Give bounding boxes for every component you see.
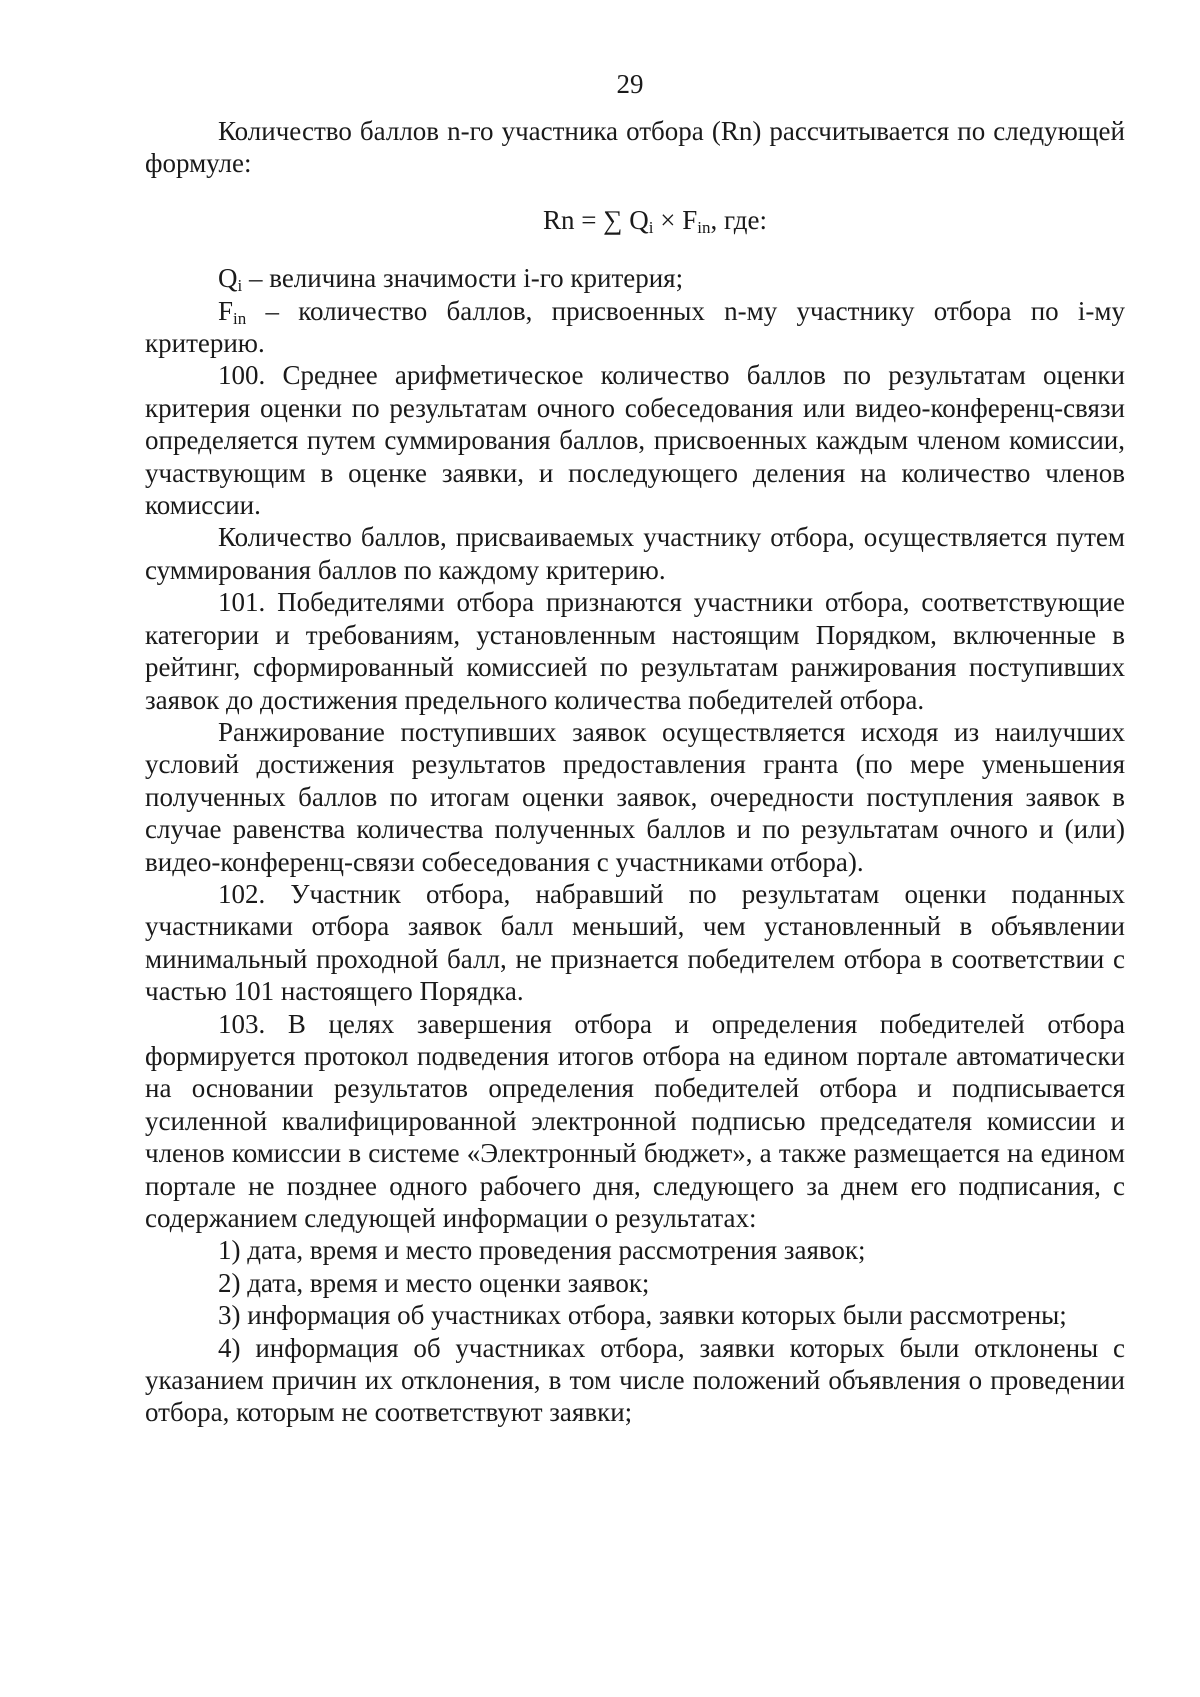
formula-lhs: Rn = ∑ Q [543,204,649,235]
intro-paragraph: Количество баллов n-го участника отбора (Rn) рассчитывается по следующей формуле: [145,116,1125,179]
list-item-1: 1) дата, время и место проведения рассмотрения заявок; [218,1235,866,1266]
formula-f-sub: in [697,217,711,237]
list-item-4: 4) информация об участниках отбора, заявки которых были отклонены с указанием причин их отклонения, в том числе положений объявления о проведении отбора, которым не соответствуют заявки; [145,1332,1125,1428]
definition-f-symbol: F [218,295,234,326]
definition-f [145,295,1125,360]
definition-q [145,262,1125,294]
list-item-2: 2) дата, время и место оценки заявок; [218,1267,650,1298]
formula [145,204,1125,236]
paragraph-102: 102. Участник отбора, набравший по результатам оценки поданных участниками отбора заявок балл меньший, чем установленный в объявлении минимальный проходной балл, не признается победителем отбора в соответствии с частью 101 настоящего Порядка. [145,878,1125,1007]
page-number: 29 [616,69,644,99]
formula-tail: , где: [710,204,767,235]
paragraph-100-continued: Количество баллов, присваиваемых участнику отбора, осуществляется путем суммирования баллов по каждому критерию. [145,522,1125,585]
definition-f-text: – количество баллов, присвоенных n-му участнику отбора по i-му критерию. [145,295,1125,359]
paragraph-101-continued: Ранжирование поступивших заявок осуществляется исходя из наилучших условий достижения результатов предоставления гранта (по мере уменьшения полученных баллов по итогам оценки заявок, очередности поступления заявок в случае равенства количества полученных баллов и по результатам очного и (или) видео-конференц-связи собеседования с участниками отбора). [145,716,1125,877]
list-item-3: 3) информация об участниках отбора, заявки которых были рассмотрены; [218,1300,1067,1331]
definition-q-text: – величина значимости i-го критерия; [242,263,684,294]
paragraph-101: 101. Победителями отбора признаются участники отбора, соответствующие категории и требованиям, установленным настоящим Порядком, включенные в рейтинг, сформированный комиссией по результатам ранжирования поступивших заявок до достижения предельного количества победителей отбора. [145,587,1125,715]
formula-mid: × F [653,204,698,235]
document-body [145,115,1125,1429]
paragraph-103: 103. В целях завершения отбора и определения победителей отбора формируется протокол подведения итогов отбора на едином портале автоматически на основании результатов определения победителей отбора и подписывается усиленной квалифицированной электронной подписью председателя комиссии и членов комиссии в системе «Электронный бюджет», а также размещается на едином портале не позднее одного рабочего дня, следующего за днем его подписания, с содержанием следующей информации о результатах: [145,1008,1125,1233]
definition-q-sub: i [237,276,243,296]
definition-q-symbol: Q [218,263,238,294]
paragraph-100: 100. Среднее арифметическое количество баллов по результатам оценки критерия оценки по результатам очного собеседования или видео-конференц-связи определяется путем суммирования баллов, присвоенных каждым членом комиссии, участвующим в оценке заявки, и последующего деления на количество членов комиссии. [145,360,1125,521]
definition-f-sub: in [233,308,247,328]
formula-q-sub: i [648,217,654,237]
